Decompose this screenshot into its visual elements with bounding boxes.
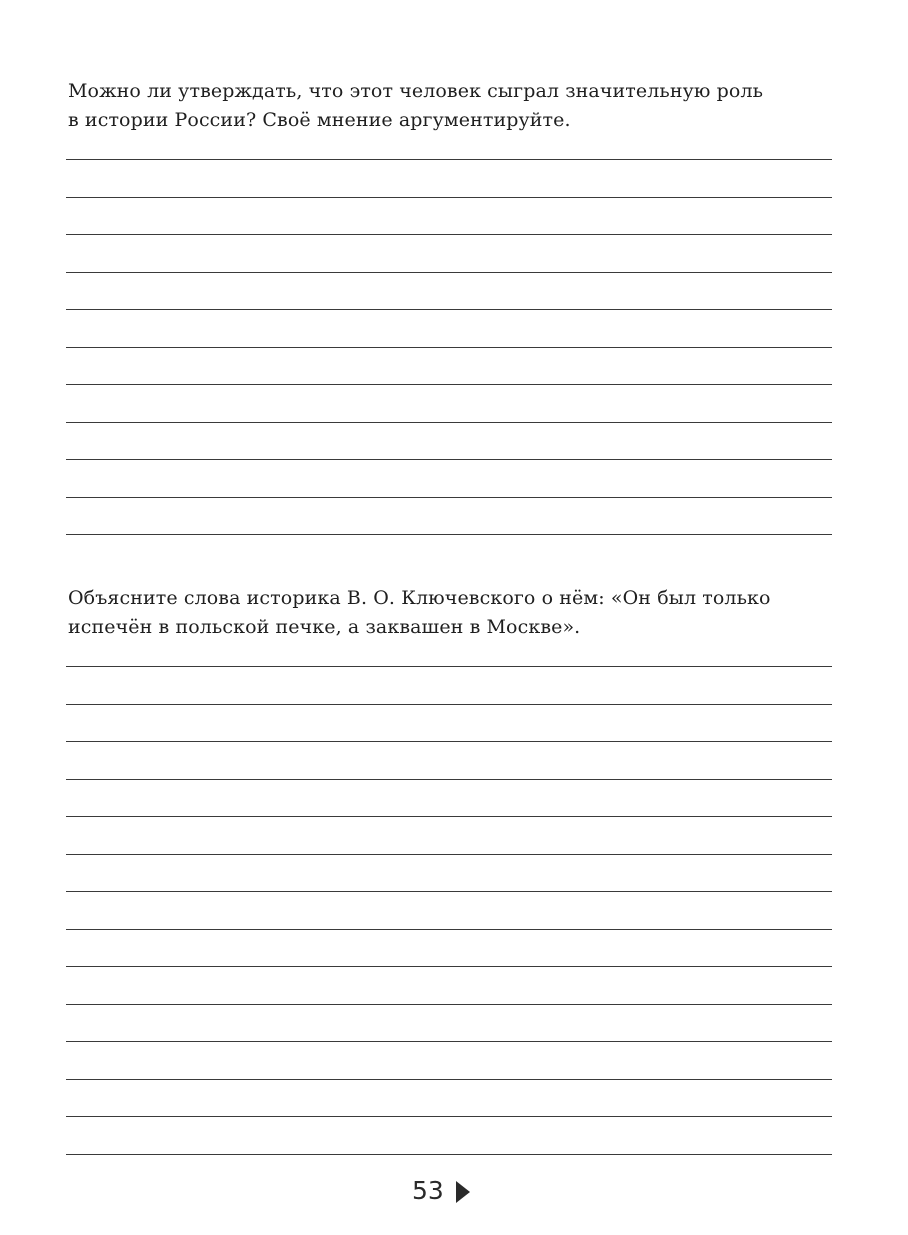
question-1-line-2: в истории России? Своё мнение аргументируйте. xyxy=(68,109,571,131)
answer-line[interactable] xyxy=(66,497,832,535)
answer-line[interactable] xyxy=(66,159,832,197)
answer-line[interactable] xyxy=(66,1004,832,1042)
answer-line[interactable] xyxy=(66,197,832,235)
answer-line[interactable] xyxy=(66,1154,832,1192)
answer-line[interactable] xyxy=(66,459,832,497)
answer-line[interactable] xyxy=(66,422,832,460)
answer-line[interactable] xyxy=(66,779,832,817)
answer-line[interactable] xyxy=(66,891,832,929)
answer-line[interactable] xyxy=(66,854,832,892)
answer-line[interactable] xyxy=(66,816,832,854)
question-2 xyxy=(68,584,832,642)
answer-line[interactable] xyxy=(66,704,832,742)
question-2-line-1: Объясните слова историка В. О. Ключевского о нём: «Он был только xyxy=(68,587,771,609)
question-2-line-2: испечён в польской печке, а заквашен в Москве». xyxy=(68,616,581,638)
answer-line[interactable] xyxy=(66,384,832,422)
answer-line[interactable] xyxy=(66,234,832,272)
answer-line[interactable] xyxy=(66,1116,832,1154)
answer-line[interactable] xyxy=(66,534,832,572)
question-1 xyxy=(68,77,832,135)
answer-line[interactable] xyxy=(66,741,832,779)
answer-line[interactable] xyxy=(66,666,832,704)
answer-lines-1[interactable] xyxy=(66,159,832,572)
answer-lines-2[interactable] xyxy=(66,666,832,1191)
answer-line[interactable] xyxy=(66,1041,832,1079)
page-number: 53 xyxy=(412,1176,444,1205)
triangle-right-icon xyxy=(456,1181,470,1203)
answer-line[interactable] xyxy=(66,309,832,347)
answer-line[interactable] xyxy=(66,347,832,385)
answer-line[interactable] xyxy=(66,966,832,1004)
answer-line[interactable] xyxy=(66,1079,832,1117)
question-1-line-1: Можно ли утверждать, что этот человек сыграл значительную роль xyxy=(68,80,764,102)
answer-line[interactable] xyxy=(66,929,832,967)
answer-line[interactable] xyxy=(66,272,832,310)
